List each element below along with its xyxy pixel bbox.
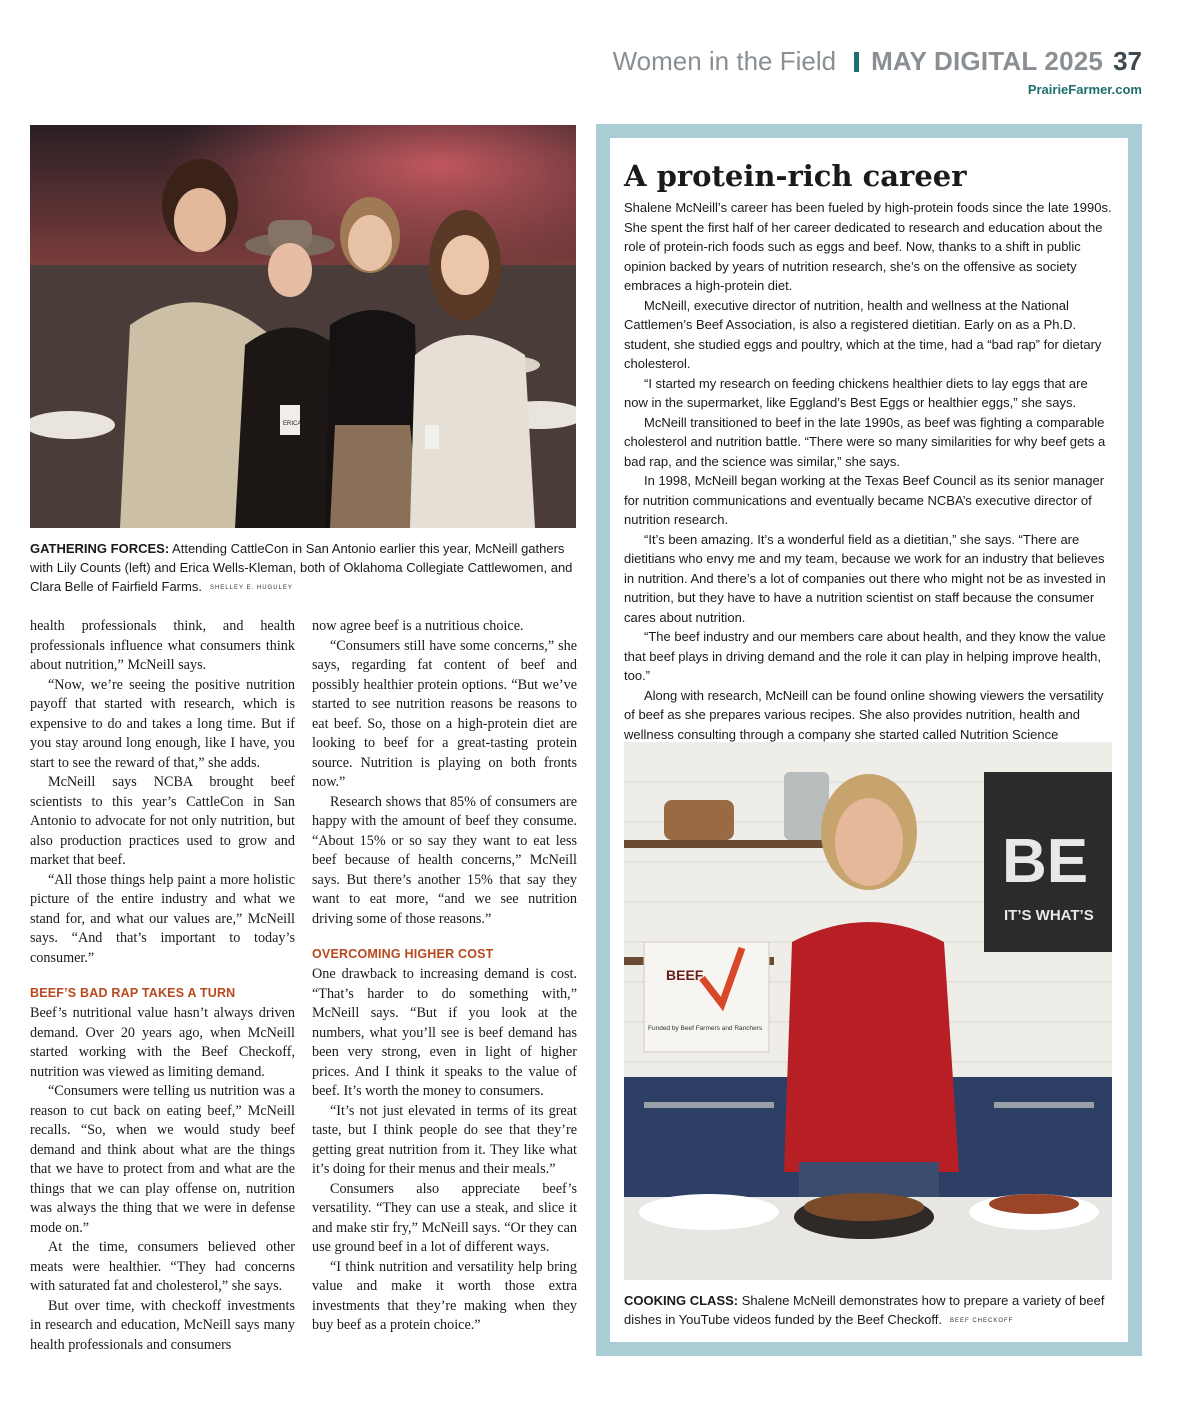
header-divider — [854, 52, 859, 72]
sidebar-paragraph: In 1998, McNeill began working at the Texas Beef Council as its senior manager for nutrition communications and eventually became NCBA’s executive director of nutrition research. — [624, 473, 1105, 527]
article-paragraph: now agree beef is a nutritious choice. — [312, 618, 524, 634]
name-badge-text: ERICA — [283, 421, 302, 427]
photo1-caption — [30, 539, 576, 598]
cooking-class-photo — [624, 742, 1112, 1280]
article-paragraph: “All those things help paint a more holistic picture of the entire industry and what we stand for, and what our values are,” McNeill says. “And that’s important to today’s consumer.” — [30, 871, 295, 966]
article-column-1 — [30, 617, 295, 1355]
sidebar-body — [624, 198, 1114, 764]
sidebar-paragraph: McNeill, executive director of nutrition, health and wellness at the National Cattlemen’s Beef Association, is also a registered dietitian. Early on as a Ph.D. student, she studied eggs and poultry, which at the time, had a “bad rap” for dietary cholesterol. — [624, 297, 1102, 371]
article-paragraph: At the time, consumers believed other meats were healthier. “They had concerns with saturated fat and cholesterol,” she says. — [30, 1239, 295, 1294]
page-number: 37 — [1113, 46, 1142, 76]
issue-label: MAY DIGITAL 2025 — [871, 46, 1104, 76]
article-paragraph: Research shows that 85% of consumers are happy with the amount of beef they consume. “About 15% or so say they want to eat less beef because of health concerns,” McNeill says. But there’s another 15% that say they want to eat more, “and we see nutrition driving some of those reasons.” — [312, 793, 577, 927]
article-paragraph: McNeill says NCBA brought beef scientists to this year’s CattleCon in San Antonio to advocate for not only nutrition, but also production practices used to grow and market that beef. — [30, 774, 295, 868]
article-paragraph: But over time, with checkoff investments in research and education, McNeill says many health professionals and consumers — [30, 1297, 295, 1353]
group-photo-illustration — [30, 125, 576, 528]
article-column-2 — [312, 617, 577, 1336]
beef-logo-word: BEEF — [666, 967, 704, 983]
sidebar-title: A protein-rich career — [624, 159, 967, 193]
photo2-caption — [624, 1291, 1124, 1331]
sidebar-paragraph: “The beef industry and our members care about health, and they know the value that beef plays in driving demand and the role it can play in helping improve health, too.” — [624, 629, 1106, 683]
photo2-caption-text: Shalene McNeill demonstrates how to prepare a variety of beef dishes in YouTube videos funded by the Beef Checkoff. — [624, 1293, 1105, 1327]
article-paragraph: “Consumers still have some concerns,” she says, regarding fat content of beef and possibly healthier protein options. “But we’ve started to see nutrition reasons be reasons to eat beef. So, those on a high-protein diet are looking to beef for a great-tasting protein source. Nutrition is playing on both fronts now.” — [312, 637, 577, 790]
sidebar-paragraph: “I started my research on feeding chickens healthier diets to lay eggs that are now in the supermarket, like Eggland’s Best Eggs or healthier eggs,” she says. — [624, 375, 1088, 410]
article-paragraph: “Consumers were telling us nutrition was a reason to cut back on eating beef,” McNeill recalls. “So, when we would study beef demand and think about what are the things that we have to protect from and what are the things that we can play offense on, nutrition was always the thing that we were in defense mode on.” — [30, 1083, 295, 1236]
sidebar-paragraph: “It’s been amazing. It’s a wonderful field as a dietitian,” she says. “There are dietitians who envy me and my team, because we work for an industry that believes in nutrition. And there’s a lot of companies out there who might not be as invested in nutrition, but they have to have a nutrition scientist on staff because the consumer cares about nutrition. — [624, 531, 1106, 625]
photo1-caption-label: GATHERING FORCES: — [30, 541, 170, 556]
subhead-overcoming-higher-cost: OVERCOMING HIGHER COST — [312, 947, 494, 961]
website-link[interactable]: PrairieFarmer.com — [1027, 82, 1142, 97]
sidebar-inner — [610, 138, 1128, 1342]
article-paragraph: health professionals think, and health professionals influence what consumers think about nutrition,” McNeill says. — [30, 618, 295, 673]
photo2-credit: BEEF CHECKOFF — [950, 1318, 1014, 1324]
cooking-photo-illustration — [624, 742, 1112, 1280]
article-paragraph: Beef’s nutritional value hasn’t always driven demand. Over 20 years ago, when McNeill started working with the Beef Checkoff, nutrition was viewed as limiting demand. — [30, 1005, 295, 1080]
photo2-caption-label: COOKING CLASS: — [624, 1293, 739, 1308]
sign-big-text: BE — [1002, 827, 1089, 896]
article-paragraph: “I think nutrition and versatility help bring value and make it worth those extra investments that they’re making when they buy beef as a protein choice.” — [312, 1258, 577, 1333]
article-paragraph: “It’s not just elevated in terms of its great taste, but I think people do see that they’re getting great nutrition from it. They like what it’s doing for their menus and their meals.” — [312, 1102, 577, 1177]
sidebar-paragraph: Shalene McNeill’s career has been fueled by high-protein foods since the late 1990s. She spent the first half of her career dedicated to research and education about the role of protein-rich foods such as eggs and beef. Now, thanks to a shift in public opinion backed by years of nutrition research, she’s on the offensive as society embraces a high-protein diet. — [624, 200, 1112, 293]
article-paragraph: “Now, we’re seeing the positive nutrition payoff that started with research, which is expensive to do and takes a long time. But if you stay around long enough, like I have, you start to see the reward of that,” she adds. — [30, 676, 295, 771]
photo1-credit: SHELLEY E. HUGULEY — [209, 585, 293, 591]
photo1-caption-text: Attending CattleCon in San Antonio earlier this year, McNeill gathers with Lily Counts (left) and Erica Wells-Kleman, both of Oklahoma Collegiate Cattlewomen, and Clara Belle of Fairfield Farms. — [30, 541, 573, 594]
beef-logo-subtext: Funded by Beef Farmers and Ranchers — [648, 1025, 763, 1032]
sidebar-paragraph: McNeill transitioned to beef in the late 1990s, as beef was fighting a comparable cholesterol and nutrition battle. “There were so many similarities for why beef gets a bad rap, and the science was similar,” she says. — [624, 414, 1106, 469]
article-paragraph: One drawback to increasing demand is cost. “That’s harder to do something with,” McNeill says. “But if you look at the numbers, what you’ll see is beef demand has been very strong, even in light of higher prices. And I think it speaks to the value of beef. It’s worth the money to consumers. — [312, 966, 577, 1099]
sign-small-text: IT’S WHAT’S — [1004, 907, 1094, 924]
section-name: Women in the Field — [612, 46, 837, 76]
sidebar-box — [596, 124, 1142, 1356]
article-paragraph: Consumers also appreciate beef’s versatility. “They can use a steak, and slice it and make stir fry,” McNeill says. “Or they can use ground beef in a lot of different ways. — [312, 1180, 577, 1255]
subhead-beefs-bad-rap: BEEF’S BAD RAP TAKES A TURN — [30, 986, 236, 1000]
sidebar-paragraph: Along with research, McNeill can be found online showing viewers the versatility of beef as she prepares various recipes. She also provides nutrition, health and wellness consulting through a company she started called Nutrition Science — [624, 687, 1104, 742]
cattlecon-group-photo — [30, 125, 576, 528]
page-header — [613, 44, 1142, 97]
